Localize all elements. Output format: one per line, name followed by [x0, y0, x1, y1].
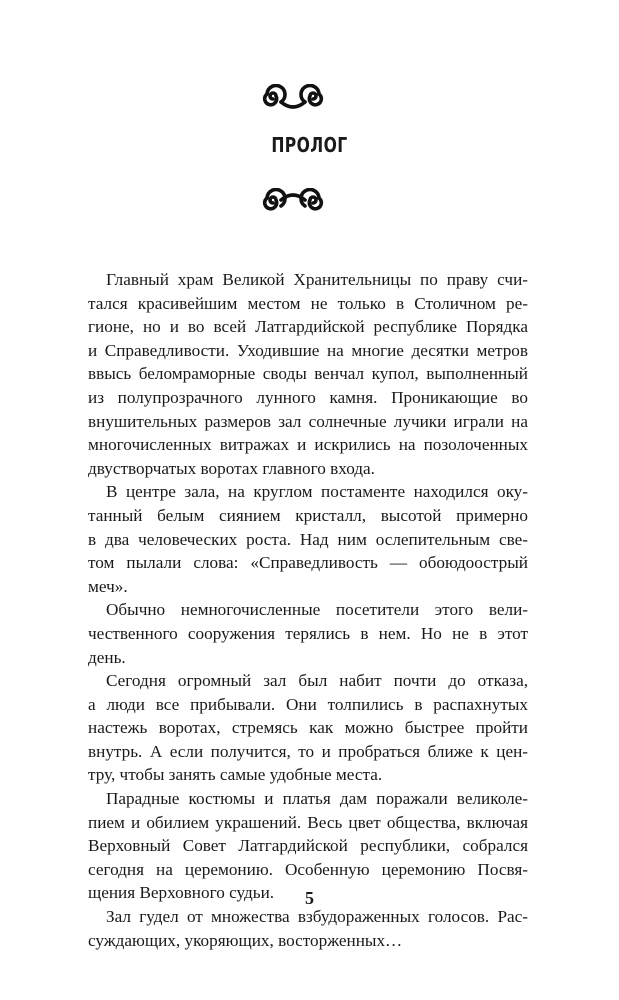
text-line: из полупрозрачного лунного камня. Проникающие во — [88, 387, 528, 407]
text-line: пием и обилием украшений. Весь цвет общества, включая — [88, 812, 528, 832]
double-spiral-ornament-icon — [258, 84, 328, 114]
text-line: и Справедливости. Уходившие на многие десятки метров — [88, 340, 528, 360]
text-line: тру, чтобы занять самые удобные места. — [88, 765, 383, 785]
text-line: внушительных размеров зал солнечные лучики играли на — [88, 411, 528, 431]
text-line: чественного сооружения терялись в нем. Но не в этот — [88, 623, 528, 643]
chapter-title: ПРОЛОГ — [271, 133, 348, 157]
text-line: Зал гудел от множества взбудораженных голосов. Рас- — [106, 907, 528, 927]
text-line: Сегодня огромный зал был набит почти до отказа, — [106, 671, 528, 691]
page-number: 5 — [305, 888, 314, 908]
text-line: двустворчатых воротах главного входа. — [88, 458, 375, 478]
text-line: щения Верховного судьи. — [88, 883, 275, 903]
double-spiral-ornament-icon — [258, 188, 328, 218]
text-line: многочисленных витражах и искрились на позолоченных — [88, 435, 528, 455]
text-line: сегодня на церемонию. Особенную церемонию Посвя- — [88, 859, 528, 879]
text-line: суждающих, укоряющих, восторженных… — [88, 930, 403, 950]
body-text — [88, 268, 528, 952]
text-line: том пылали слова: «Справедливость — обоюдоострый — [88, 553, 528, 573]
text-line: в два человеческих роста. Над ним ослепительным све- — [88, 529, 528, 549]
text-line: Верховный Совет Латгардийской республики, собрался — [88, 836, 528, 856]
text-line: тался красивейшим местом не только в Столичном ре- — [88, 293, 528, 313]
text-line: внутрь. А если получится, то и пробраться ближе к цен- — [88, 741, 528, 761]
text-line: меч». — [88, 576, 128, 596]
text-line: настежь воротах, стремясь как можно быстрее пройти — [88, 718, 528, 738]
text-line: В центре зала, на круглом постаменте находился оку- — [106, 482, 528, 502]
text-line: Обычно немногочисленные посетители этого вели- — [106, 600, 528, 620]
text-line: Главный храм Великой Хранительницы по праву счи- — [106, 270, 528, 289]
text-line: Парадные костюмы и платья дам поражали великоле- — [106, 789, 528, 809]
text-line: гионе, но и во всей Латгардийской республике Порядка — [88, 317, 528, 337]
text-line: ввысь беломраморные своды венчал купол, выполненный — [88, 364, 528, 384]
text-line: а люди все прибывали. Они толпились в распахнутых — [88, 694, 528, 714]
text-line: день. — [88, 647, 126, 667]
text-line: танный белым сиянием кристалл, высотой примерно — [88, 505, 528, 525]
